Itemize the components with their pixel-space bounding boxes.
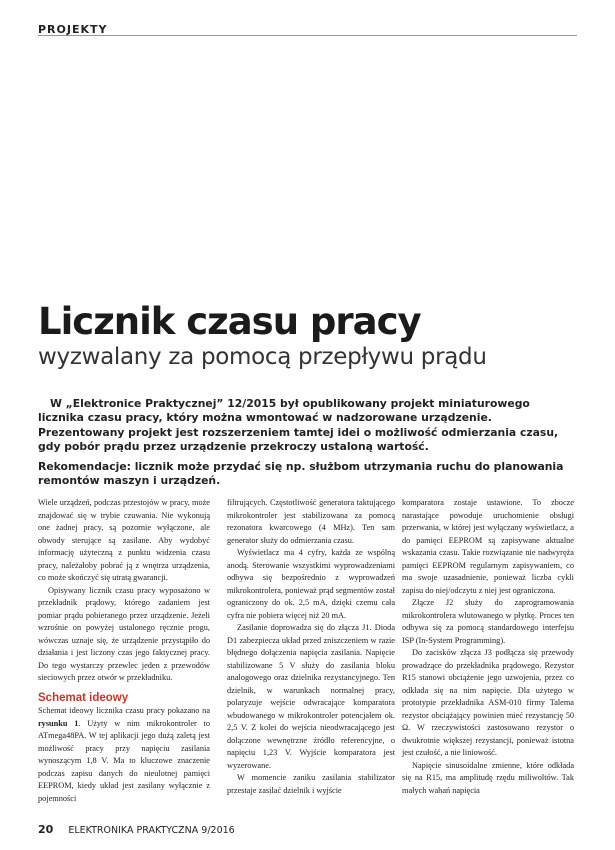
paragraph: Opisywany licznik czasu pracy wyposażono w przekładnik prądowy, którego zadaniem jest pomiar prądu pobieranego przez urządzenie. Jeżeli wzrośnie on powyżej ustalonego ręcznie progu, wówczas uznaje się, że urządzenie przystąpiło do działania i jest liczony czas jego faktycznej pracy. Do tego wystarczy przewlec jeden z przewodów sieciowych przez otwór w przekładniku. <box>38 585 210 682</box>
article-title: Licznik czasu pracy <box>38 300 421 343</box>
page-number: 20 <box>38 823 54 836</box>
page-footer <box>38 823 235 836</box>
paragraph: Do zacisków złącza J3 podłącza się przewody prowadzące do przekładnika prądowego. Rezystor R15 stanowi obciążenie jego uzwojenia, przez co odkłada się na nim napięcie. Dla użytego w prototypie przekładnika ASM-010 firmy Talema rezystor obciążający powinien mieć rezystancję 50 Ω. W rzeczywistości zastosowano rezystor o dwukrotnie większej rezystancji, ponieważ istotna jest czułość, a nie liniowość. <box>402 648 574 757</box>
article-recommendation: Rekomendacje: licznik może przydać się np. służbom utrzymania ruchu do planowania remontów maszyn i urządzeń. <box>38 460 564 488</box>
figure-reference: rysunku 1 <box>38 718 79 728</box>
paragraph: Napięcie sinusoidalne zmienne, które odkłada się na R15, ma amplitudę rzędu miliwoltów. Tak małych wahań napięcia <box>402 760 574 795</box>
paragraph: Wyświetlacz ma 4 cyfry, każda ze wspólną anodą. Sterowanie wszystkimi wyprowadzeniami odbywa się bezpośrednio z wyprowadzeń mikrokontrolera, ponieważ prąd segmentów został ograniczony do ok. 2,5 mA, dzięki czemu cała cyfra nie pobiera więcej niż 20 mA. <box>227 548 395 620</box>
section-heading: Schemat ideowy <box>38 691 129 704</box>
paragraph <box>38 705 210 805</box>
publication-name: ELEKTRONIKA PRAKTYCZNA 9/2016 <box>68 825 235 836</box>
text-column-2 <box>227 497 395 797</box>
section-header <box>38 20 577 36</box>
header-rule <box>38 35 577 36</box>
paragraph-text: Schemat ideowy licznika czasu pracy pokazano na <box>38 706 210 715</box>
text-column-3 <box>402 497 574 797</box>
paragraph: Zasilanie doprowadza się do złącza J1. Dioda D1 zabezpiecza układ przed zniszczeniem w razie błędnego dołączenia napięcia zasilania. Napięcie stabilizowane 5 V służy do zasilania bloku analogowego oraz dzielnika rezystancyjnego. Ten dzielnik, w warunkach normalnej pracy, polaryzuje wejście odwracające komparatora wbudowanego w mikrokontroler potencjałem ok. 2,5 V. Z kolei do wejścia nieodwracającego jest dołączone wewnętrzne źródło referencyjne, o napięciu 1,23 V. Wyjście komparatora jest wyzerowane. <box>227 623 395 770</box>
text-column-1 <box>38 497 210 805</box>
paragraph: W momencie zaniku zasilania stabilizator przestaje zasilać dzielnik i wyjście <box>227 773 395 795</box>
paragraph: Złącze J2 służy do zaprogramowania mikrokontrolera wlutowanego w płytkę. Proces ten odbywa się za pomocą standardowego interfejsu ISP (In-System Programming). <box>402 598 574 645</box>
paragraph: Wiele urządzeń, podczas przestojów w pracy, może znajdować się w trybie czuwania. Nie wykonują one żadnej pracy, są pozornie wyłączone, ale obwody sterujące są zasilane. Aby wydobyć informację użyteczną z punktu widzenia czasu pracy, należałoby pobrać ją z wnętrza urządzenia, co może skończyć się utratą gwarancji. <box>38 498 210 582</box>
paragraph: filtrujących. Częstotliwość generatora taktującego mikrokontroler jest stabilizowana za pomocą rezonatora kwarcowego (4 MHz). Ten sam generator służy do odmierzania czasu. <box>227 498 395 545</box>
article-lead: W „Elektronice Praktycznej” 12/2015 był opublikowany projekt miniaturowego licznika czasu pracy, który można wmontować w nadzorowane urządzenie. Prezentowany projekt jest rozszerzeniem tamtej idei o możliwość odmierzania czasu, gdy pobór prądu przez urządzenie przekroczy ustaloną wartość. <box>38 397 559 454</box>
section-label: PROJEKTY <box>38 23 108 36</box>
article-subtitle: wyzwalany za pomocą przepływu prądu <box>38 344 487 370</box>
paragraph-text: . Użyty w nim mikrokontroler to ATmega48PA. W tej aplikacji jego dużą zaletą jest możliwość pracy przy napięciu zasilania wynoszącym 1,8 V. Ma to kluczowe znaczenie podczas zapisu danych do nieulotnej pamięci EEPROM, kiedy układ jest zasilany wyłącznie z pojemności <box>38 718 210 803</box>
paragraph: komparatora zostaje ustawione. To zbocze narastające powoduje uruchomienie obsługi przerwania, w której jest wyłączany wyświetlacz, a do pamięci EEPROM są zapisywane aktualne wskazania czasu. Takie rozwiązanie nie nadwyręża pamięci EEPROM regularnym zapisywaniem, co ma swoje uzasadnienie, ponieważ liczba cykli zapisu do niej/odczytu z niej jest ograniczona. <box>402 498 574 595</box>
